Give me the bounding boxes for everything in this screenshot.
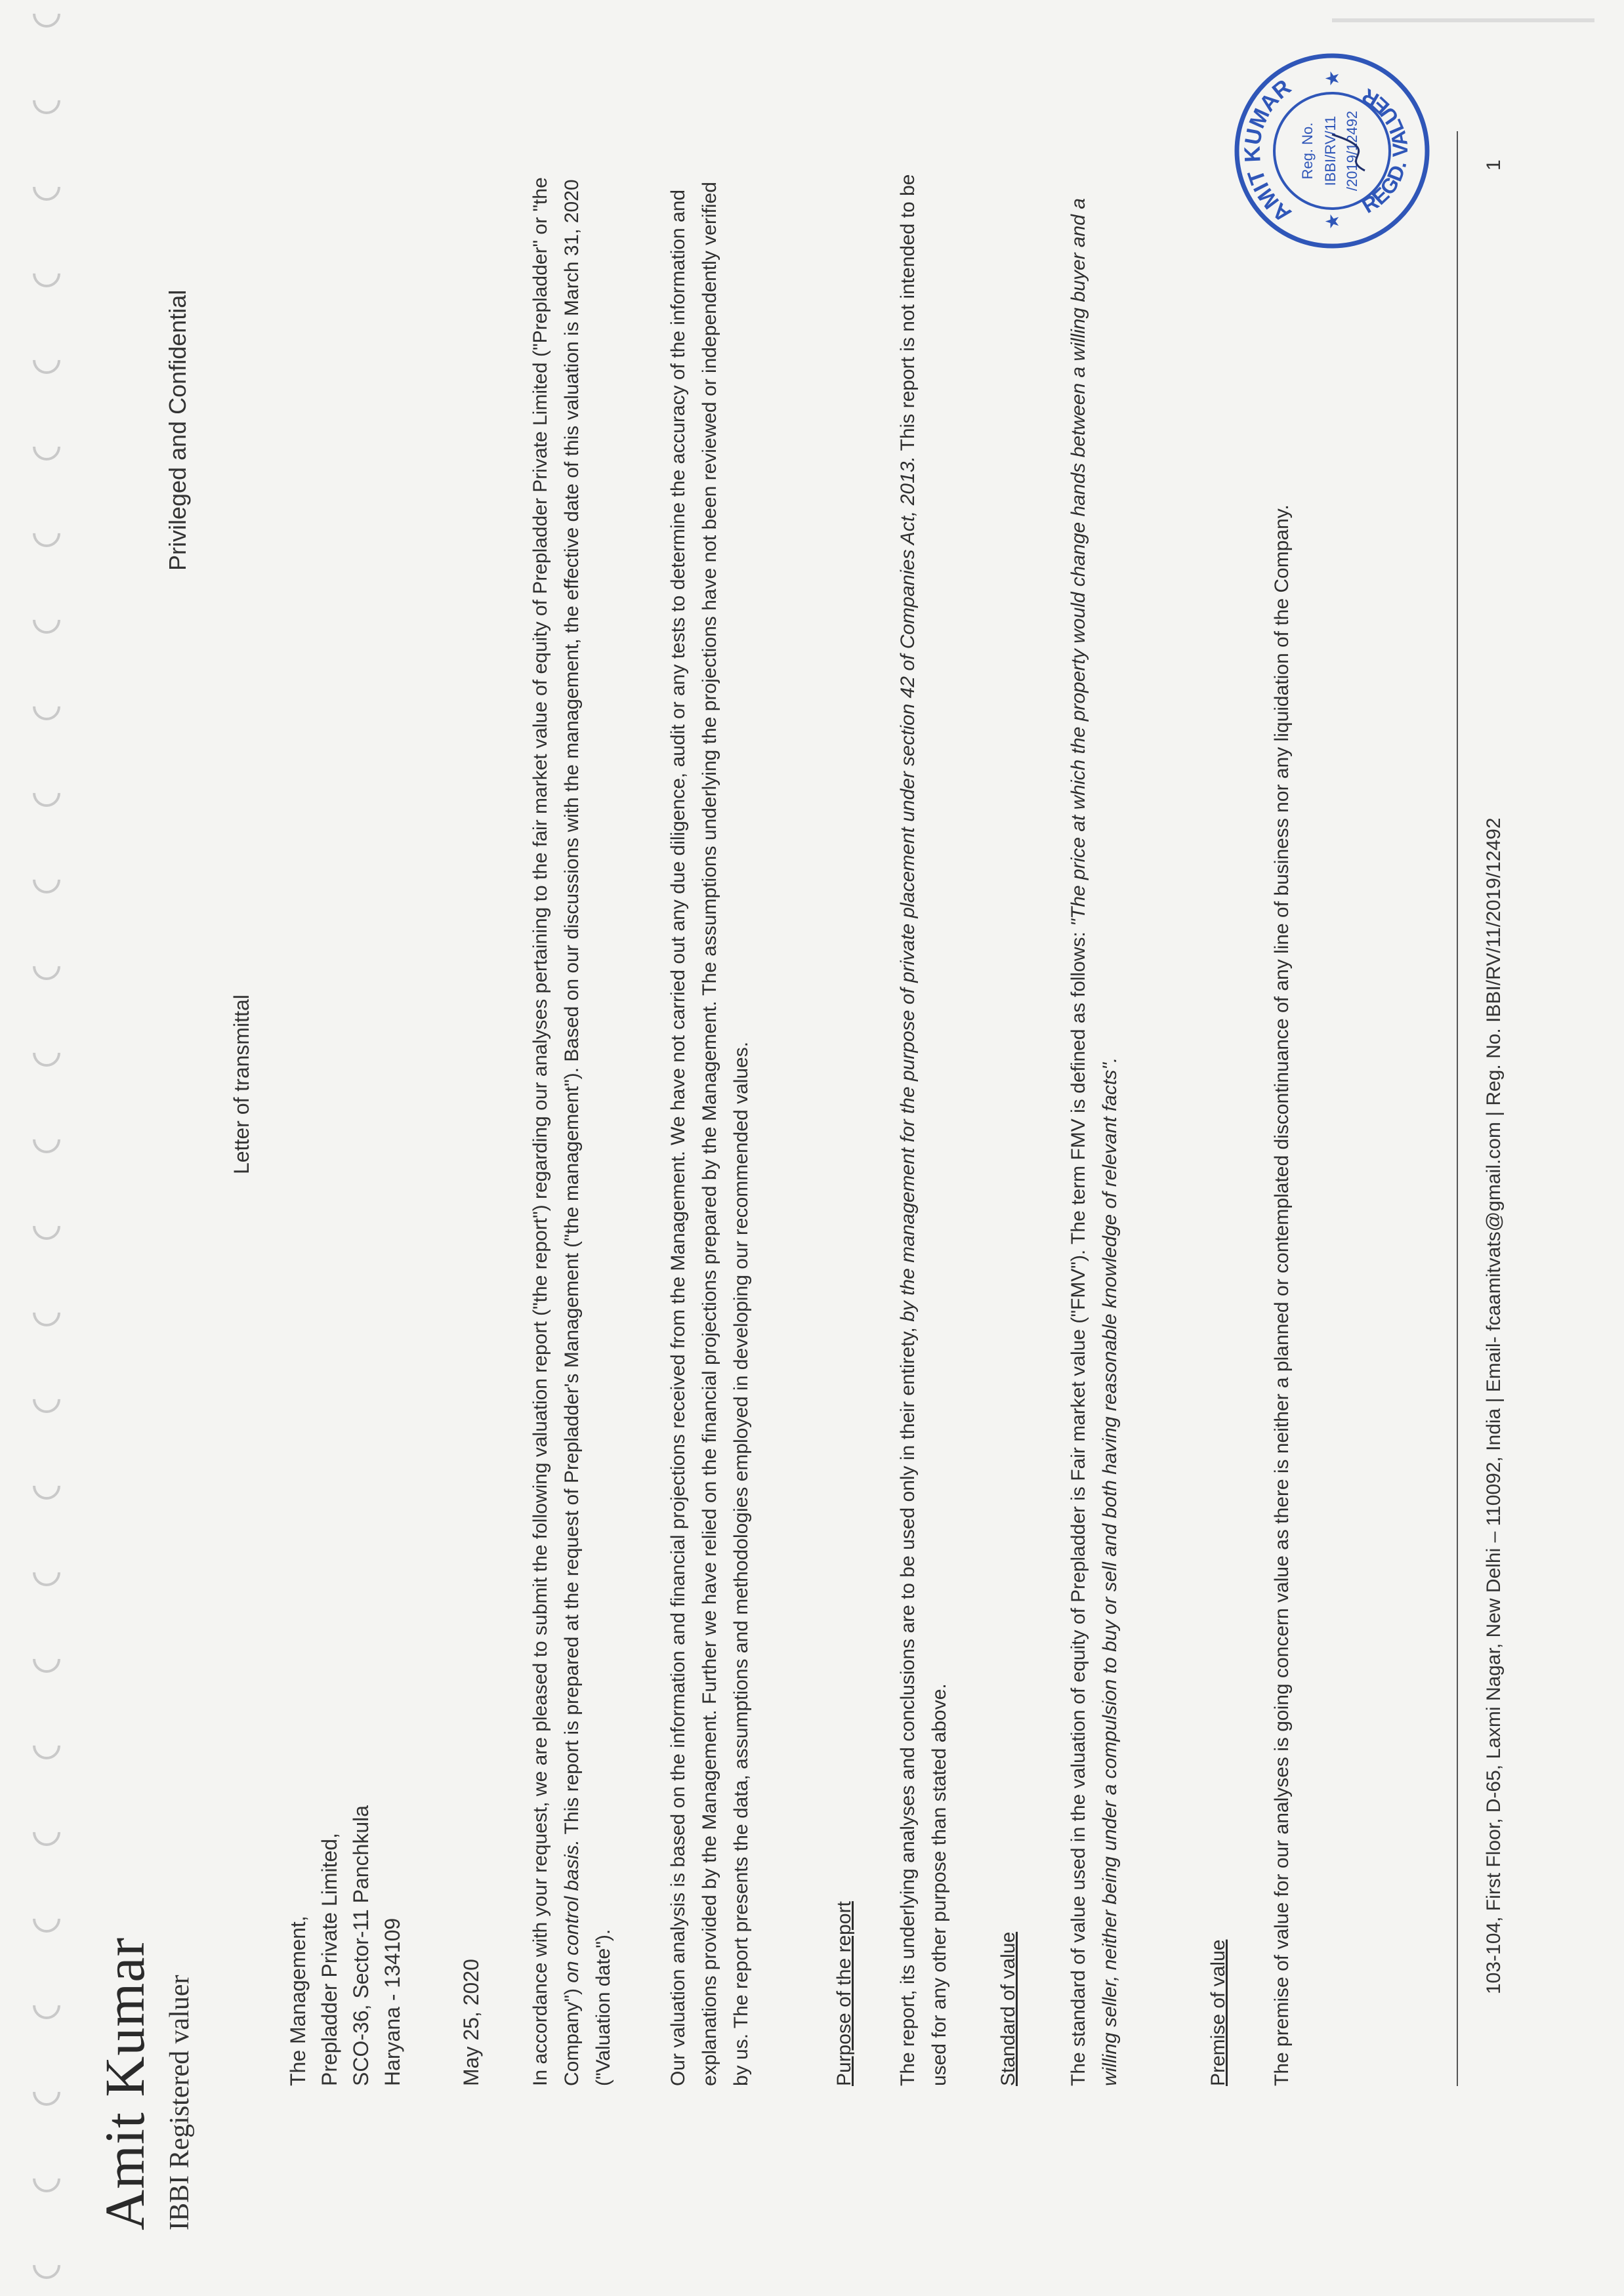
seal-top-text: AMIT KUMAR	[1239, 74, 1297, 228]
recipient-line: Haryana - 134109	[381, 1917, 404, 2086]
recipient-line: The Management,	[286, 1916, 310, 2086]
seal-bottom-text: REGD. VALUER	[1358, 83, 1413, 218]
letter-date: May 25, 2020	[459, 1959, 483, 2086]
text-run: This report is prepared at the request of Prepladder's Management ("the management"). Based on our discussions with the management, the effective date of this valuation is March 31, 2020 ("Valuation date").	[561, 179, 614, 2086]
text-run: The standard of value used in the valuation of equity of Prepladder is Fair market value ("FMV"). The term FMV is defined as follows:	[1068, 926, 1089, 2086]
purpose-paragraph	[892, 171, 955, 2086]
footer-divider	[1457, 131, 1458, 2086]
seal-reg-number-1: IBBI/RV/11	[1322, 115, 1339, 186]
recipient-line: SCO-36, Sector-11 Panchkula	[349, 1805, 373, 2086]
intro-paragraph	[525, 171, 619, 2086]
page-number: 1	[1483, 159, 1505, 171]
basis-paragraph: Our valuation analysis is based on the information and financial projections received from the Management. We have not carried out any due diligence, audit or any tests to determine the accuracy of the information and explanations provided by the Management. Further we have relied on the financial projections prepared by the Management. The assumptions underlying the projections have not been reviewed or independently verified by us. The report presents the data, assumptions and methodologies employed in developing our recommended values.	[667, 182, 752, 2086]
text-run-italic: by the management for the purpose of private placement under section 42 of Companies Act, 2013.	[897, 456, 919, 1322]
premise-heading: Premise of value	[1207, 1939, 1229, 2086]
seal-star-left: ★	[1322, 213, 1343, 230]
text-run: In accordance with your request, we are pleased to submit the following valuation report ("the report") regarding our analyses pertaining to the fair market value of equity of Prepladder Private Limited ("Prepladder" or "the Company")	[530, 177, 583, 2086]
letter-title: Letter of transmittal	[230, 994, 253, 1174]
standard-paragraph	[1063, 171, 1126, 2086]
seal-reg-number-2: /2019/12492	[1344, 110, 1360, 192]
recipient-address	[282, 1805, 408, 2086]
recipient-line: Prepladder Private Limited,	[318, 1833, 341, 2086]
seal-reg-label: Reg. No.	[1299, 122, 1316, 180]
text-run-italic: "The price at which the property would change hands between a willing buyer and a willing seller, neither being under a compulsion to buy or sell and both having reasonable knowledge of relevant facts".	[1068, 198, 1121, 2086]
valuer-seal	[1234, 52, 1430, 249]
premise-paragraph: The premise of value for our analyses is going concern value as there is neither a planned or contemplated discontinuance of any line of business nor any liquidation of the Company.	[1271, 504, 1293, 2086]
standard-heading: Standard of value	[997, 1931, 1019, 2086]
letterhead-name: Amit Kumar	[93, 1937, 156, 2230]
text-run-italic: on control basis.	[561, 1839, 583, 1983]
text-run: The report, its underlying analyses and conclusions are to be used only in their entirety,	[897, 1321, 919, 2086]
confidentiality-label: Privileged and Confidential	[164, 289, 191, 571]
seal-star-right: ★	[1322, 70, 1343, 87]
text-run: This report is not intended to be used for any other purpose than stated above.	[897, 174, 950, 2086]
letterhead-subtitle: IBBI Registered valuer	[165, 1975, 195, 2230]
footer-contact: 103-104, First Floor, D-65, Laxmi Nagar, New Delhi – 110092, India | Email- fcaamitvats@gmail.com | Reg. No. IBBI/RV/11/2019/12492	[1483, 817, 1505, 1994]
purpose-heading: Purpose of the report	[833, 1901, 855, 2086]
